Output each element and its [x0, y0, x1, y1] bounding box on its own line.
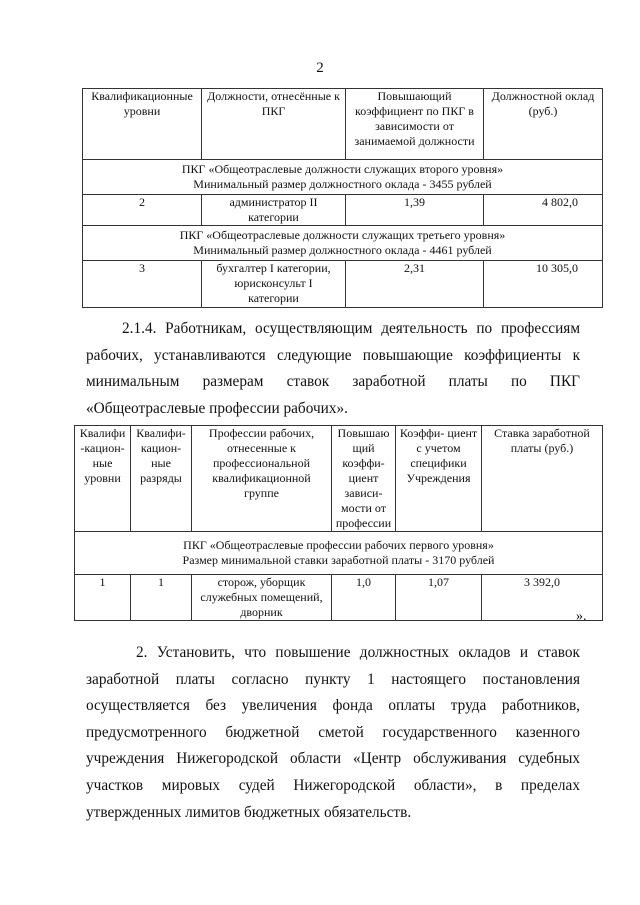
cell-salary: 4 802,0: [484, 195, 603, 226]
header-coefficient-specific: Коэффи- циент с учетом специфики Учреждения: [396, 426, 482, 532]
group-subtitle: Размер минимальной ставки заработной платы - 3170 рублей: [182, 553, 495, 567]
header-salary: Должностной оклад (руб.): [484, 89, 603, 160]
group-row: [75, 532, 603, 575]
cell-position: бухгалтер I категории, юрисконсульт I категории: [202, 261, 346, 308]
table-row: [83, 195, 603, 226]
cell-level: 2: [83, 195, 202, 226]
cell-coefficient: 2,31: [346, 261, 484, 308]
header-positions: Должности, отнесённые к ПКГ: [202, 89, 346, 160]
group-title: ПКГ «Общеотраслевые должности служащих второго уровня»: [181, 162, 504, 176]
table-row: [83, 261, 603, 308]
header-rate: Ставка заработной платы (руб.): [482, 426, 603, 532]
group-title: ПКГ «Общеотраслевые должности служащих третьего уровня»: [179, 228, 506, 242]
cell-salary: 10 305,0: [484, 261, 603, 308]
paragraph-2-1-4: 2.1.4. Работникам, осуществляющим деятельность по профессиям рабочих, устанавливаются следующие повышающие коэффициенты к минимальным размерам ставок заработной платы по ПКГ «Общеотраслевые профессии рабочих».: [86, 320, 580, 417]
group-subtitle: Минимальный размер должностного оклада - 4461 рублей: [193, 243, 492, 257]
closing-quote: ».: [576, 609, 587, 624]
table-row: [75, 575, 603, 621]
table-header-row: [83, 89, 603, 160]
cell-coefficient-specific: 1,07: [396, 575, 482, 621]
paragraph-2: 2. Установить, что повышение должностных окладов и ставок заработной платы согласно пункту 1 настоящего постановления осуществляется без увеличения фонда оплаты труда работников, предусмотренного бюджетной сметой государственного казенного учреждения Нижегородской области «Центр обслуживания судебных участков мировых судей Нижегородской области», в пределах утвержденных лимитов бюджетных обязательств.: [86, 644, 580, 821]
table-header-row: [75, 426, 603, 532]
cell-rate: 3 392,0: [482, 575, 603, 621]
header-professions: Профессии рабочих, отнесенные к профессиональной квалификационной группе: [192, 426, 332, 532]
cell-professions: сторож, уборщик служебных помещений, дворник: [192, 575, 332, 621]
group-subtitle: Минимальный размер должностного оклада - 3455 рублей: [193, 177, 492, 191]
cell-coefficient: 1,39: [346, 195, 484, 226]
header-qualification-levels: Квалифи -кацион- ные уровни: [75, 426, 131, 532]
header-coefficient: Повышаю щий коэффи- циент зависи- мости от профессии: [332, 426, 396, 532]
header-qualification-levels: Квалификационные уровни: [83, 89, 202, 160]
header-coefficient: Повышающий коэффициент по ПКГ в зависимости от занимаемой должности: [346, 89, 484, 160]
group-title: ПКГ «Общеотраслевые профессии рабочих первого уровня»: [183, 538, 494, 552]
page-number: 2: [316, 60, 324, 76]
group-row: [83, 160, 603, 195]
group-row: [83, 226, 603, 261]
cell-coefficient: 1,0: [332, 575, 396, 621]
cell-level: 3: [83, 261, 202, 308]
salary-table-employees: [82, 88, 603, 308]
header-qualification-grades: Квалифи- кацион- ные разряды: [131, 426, 192, 532]
salary-table-workers: [74, 425, 603, 621]
cell-grade: 1: [131, 575, 192, 621]
cell-position: администратор II категории: [202, 195, 346, 226]
cell-level: 1: [75, 575, 131, 621]
